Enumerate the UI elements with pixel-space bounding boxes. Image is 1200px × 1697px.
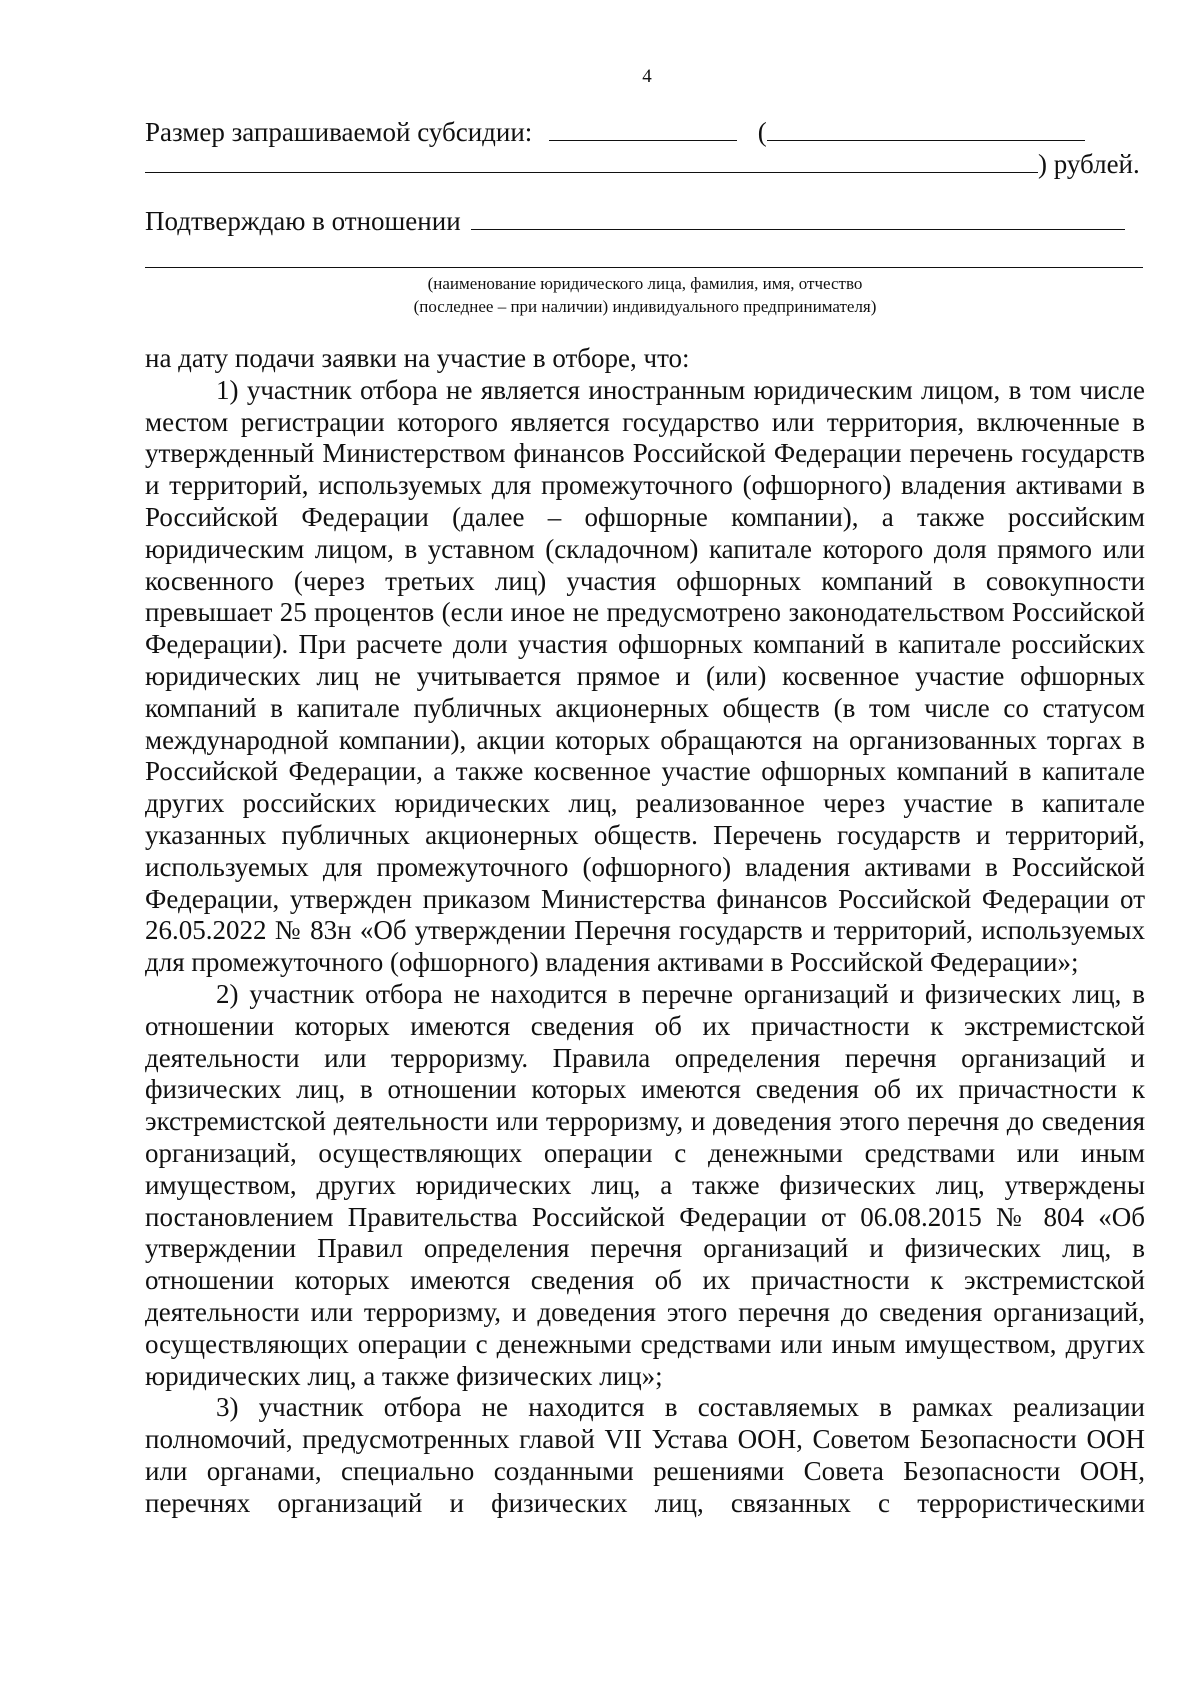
subsidy-amount-label: Размер запрашиваемой субсидии: bbox=[145, 117, 533, 147]
subsidy-amount-words-field-continued[interactable] bbox=[145, 148, 1038, 173]
intro-paragraph: на дату подачи заявки на участие в отборе, что: bbox=[145, 343, 690, 373]
caption-line-1: (наименование юридического лица, фамилия, имя, отчество bbox=[427, 274, 863, 293]
subsidy-amount-row-2 bbox=[145, 147, 1145, 181]
page-number: 4 bbox=[642, 66, 652, 87]
subsidy-rubles-suffix: ) рублей. bbox=[1038, 149, 1140, 179]
applicant-name-field-continued[interactable] bbox=[145, 239, 1143, 268]
item-2-paragraph: 2) участник отбора не находится в перечне организаций и физических лиц, в отношении которых имеются сведения об их причастности к экстремистской деятельности или терроризму. Правила определения перечня организаций и физических лиц, в отношении которых имеются сведения об их причастности к экстремистской деятельности или терроризму, и доведения этого перечня до сведения организаций, осуществляющих операции с денежными средствами или иным имуществом, других юридических лиц, а также физических лиц, утверждены постановлением Правительства Российской Федерации от 06.08.2015 № 804 «Об утверждении Правил определения перечня организаций и физических лиц, в отношении которых имеются сведения об их причастности к экстремистской деятельности или терроризму, и доведения этого перечня до сведения организаций, осуществляющих операции с денежными средствами или иным имуществом, других юридических лиц, а также физических лиц»; bbox=[145, 978, 1145, 1391]
body-text bbox=[145, 343, 1145, 1519]
subsidy-amount-row bbox=[145, 115, 1145, 149]
caption-line-2: (последнее – при наличии) индивидуального предпринимателя) bbox=[413, 297, 877, 316]
applicant-name-field[interactable] bbox=[471, 205, 1125, 230]
confirm-label: Подтверждаю в отношении bbox=[145, 206, 461, 236]
item-3-paragraph: 3) участник отбора не находится в составляемых в рамках реализации полномочий, предусмотренных главой VII Устава ООН, Советом Безопасности ООН или органами, специально созданными решениями Совета Безопасности ООН, перечнях организаций и физических лиц, связанных с террористическими bbox=[145, 1392, 1145, 1518]
item-1-paragraph: 1) участник отбора не является иностранным юридическим лицом, в том числе местом регистрации которого является государство или территория, включенные в утвержденный Министерством финансов Российской Федерации перечень государств и территорий, используемых для промежуточного (офшорного) владения активами в Российской Федерации (далее – офшорные компании), а также российским юридическим лицом, в уставном (складочном) капитале которого доля прямого или косвенного (через третьих лиц) участия офшорных компаний в совокупности превышает 25 процентов (если иное не предусмотрено законодательством Российской Федерации). При расчете доли участия офшорных компаний в капитале российских юридических лиц не учитывается прямое и (или) косвенное участие офшорных компаний в капитале публичных акционерных обществ (в том числе со статусом международной компании), акции которых обращаются на организованных торгах в Российской Федерации, а также косвенное участие офшорных компаний в капитале других российских юридических лиц, реализованное через участие в капитале указанных публичных акционерных обществ. Перечень государств и территорий, используемых для промежуточного (офшорного) владения активами в Российской Федерации, утвержден приказом Министерства финансов Российской Федерации от 26.05.2022 № 83н «Об утверждении Перечня государств и территорий, используемых для промежуточного (офшорного) владения активами в Российской Федерации»; bbox=[145, 374, 1145, 978]
applicant-name-caption bbox=[145, 272, 1145, 318]
confirm-row bbox=[145, 204, 1145, 238]
subsidy-amount-number-field[interactable] bbox=[549, 116, 737, 141]
subsidy-amount-words-field[interactable] bbox=[767, 116, 1085, 141]
subsidy-open-paren: ( bbox=[757, 117, 767, 147]
